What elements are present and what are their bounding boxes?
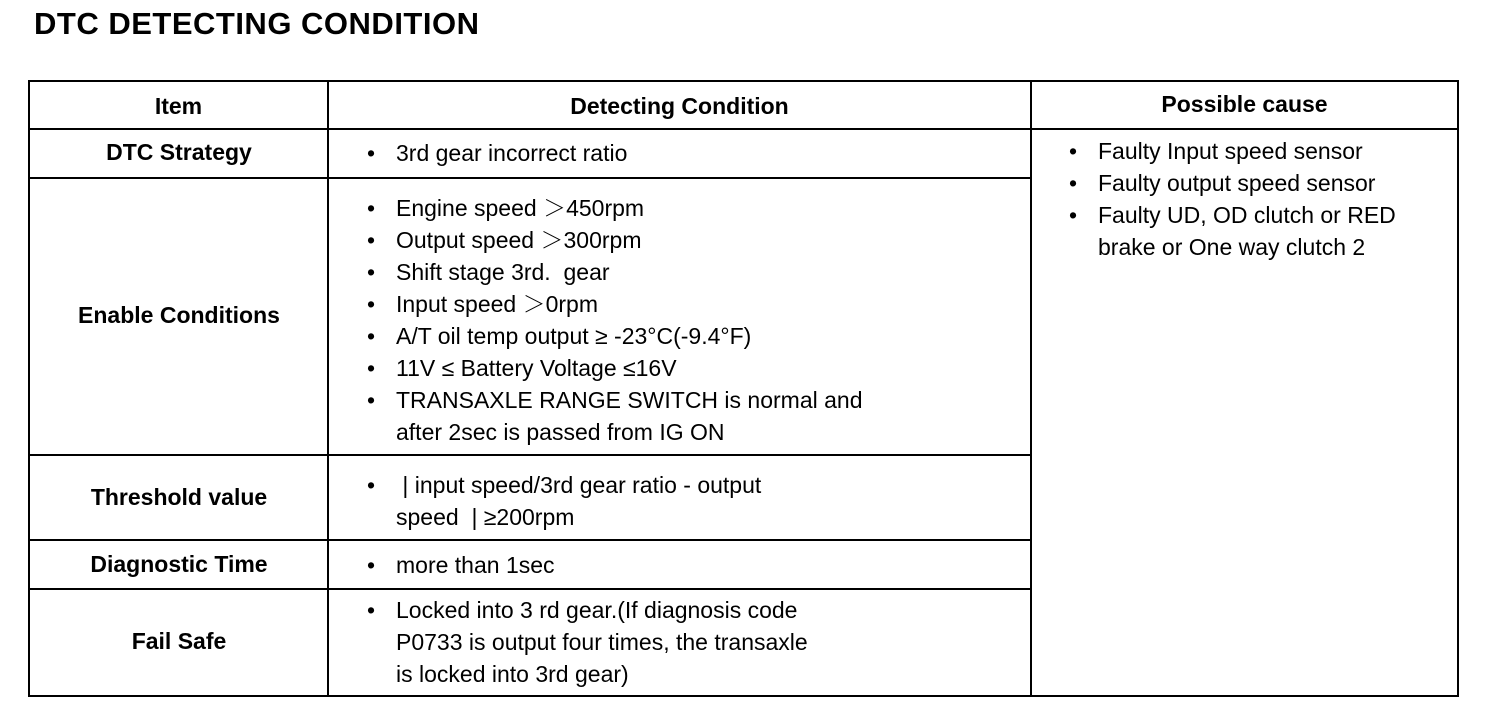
condition-item: • Engine speed ＞450rpm (367, 192, 863, 224)
item-label-enable-conditions: Enable Conditions (78, 302, 280, 328)
item-label-fail-safe: Fail Safe (131, 628, 227, 654)
condition-cell-diagnostic-time (367, 549, 555, 581)
item-label-threshold-value: Threshold value (90, 484, 268, 510)
possible-cause-cell (1069, 135, 1396, 263)
condition-item: • Locked into 3 rd gear.(If diagnosis code P0733 is output four times, the transaxle is locked into 3rd gear) (367, 594, 808, 690)
condition-item: • 3rd gear incorrect ratio (367, 137, 627, 169)
condition-item: • 11V ≤ Battery Voltage ≤16V (367, 352, 863, 384)
row-divider (30, 588, 1031, 590)
header-detecting-condition: Detecting Condition (570, 93, 789, 119)
header-possible-cause: Possible cause (1161, 91, 1328, 117)
column-divider-condition (1030, 82, 1032, 695)
condition-item: • Shift stage 3rd. gear (367, 256, 863, 288)
condition-cell-fail-safe (367, 594, 808, 690)
cause-item: • Faulty Input speed sensor (1069, 135, 1396, 167)
row-divider (30, 539, 1031, 541)
row-divider (30, 454, 1031, 456)
condition-item: • Input speed ＞0rpm (367, 288, 863, 320)
condition-cell-enable-conditions (367, 192, 863, 448)
row-divider (30, 177, 1031, 179)
page-title: DTC DETECTING CONDITION (34, 6, 480, 41)
condition-item: • more than 1sec (367, 549, 555, 581)
condition-cell-dtc-strategy (367, 137, 627, 169)
item-label-dtc-strategy: DTC Strategy (106, 139, 252, 165)
header-item: Item (154, 93, 203, 119)
header-divider (30, 128, 1457, 130)
condition-item: • A/T oil temp output ≥ -23°C(-9.4°F) (367, 320, 863, 352)
condition-item: • | input speed/3rd gear ratio - output speed | ≥200rpm (367, 469, 761, 533)
condition-cell-threshold-value (367, 469, 761, 533)
cause-item: • Faulty UD, OD clutch or RED brake or One way clutch 2 (1069, 199, 1396, 263)
condition-item: • Output speed ＞300rpm (367, 224, 863, 256)
column-divider-item (327, 82, 329, 695)
cause-item: • Faulty output speed sensor (1069, 167, 1396, 199)
condition-item: • TRANSAXLE RANGE SWITCH is normal and after 2sec is passed from IG ON (367, 384, 863, 448)
item-label-diagnostic-time: Diagnostic Time (90, 551, 268, 577)
